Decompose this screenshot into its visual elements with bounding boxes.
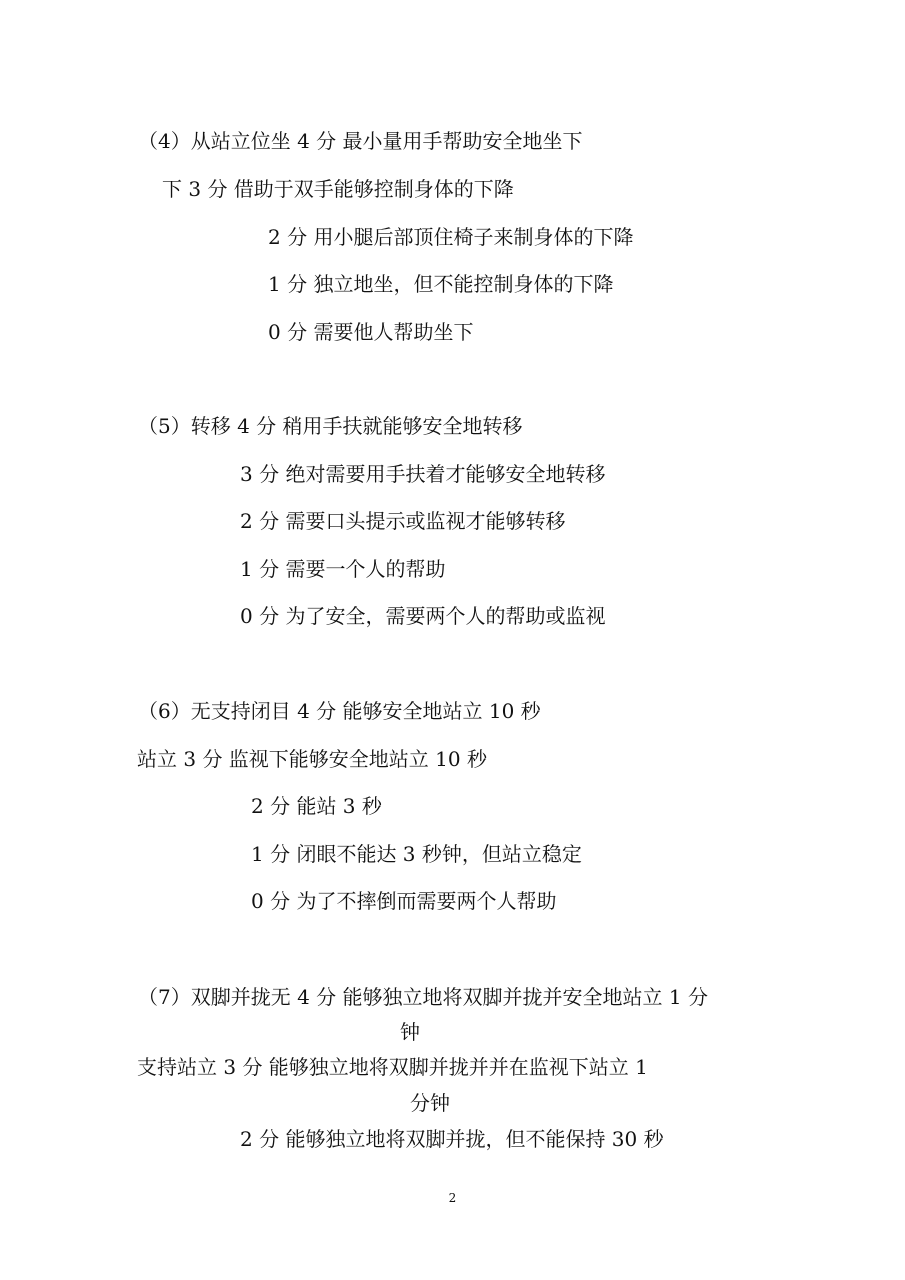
item-5-line-5: 0 分 为了安全，需要两个人的帮助或监视 <box>240 604 606 628</box>
item-5-line-4: 1 分 需要一个人的帮助 <box>240 557 446 581</box>
item-5-line-1: （5）转移 4 分 稍用手扶就能够安全地转移 <box>138 414 523 438</box>
item-5-line-2: 3 分 绝对需要用手扶着才能够安全地转移 <box>240 462 606 486</box>
item-5-line-3: 2 分 需要口头提示或监视才能够转移 <box>240 509 566 533</box>
item-6-line-1: （6）无支持闭目 4 分 能够安全地站立 10 秒 <box>138 699 541 723</box>
item-6-line-2: 站立 3 分 监视下能够安全地站立 10 秒 <box>137 747 487 771</box>
item-7-line-3: 2 分 能够独立地将双脚并拢，但不能保持 30 秒 <box>240 1127 664 1151</box>
item-4-line-5: 0 分 需要他人帮助坐下 <box>268 320 474 344</box>
item-6-line-5: 0 分 为了不摔倒而需要两个人帮助 <box>251 889 557 913</box>
item-7-line-2-cont: 分钟 <box>410 1091 450 1115</box>
item-7-line-1: （7）双脚并拢无 4 分 能够独立地将双脚并拢并安全地站立 1 分 <box>138 985 708 1009</box>
item-6-line-4: 1 分 闭眼不能达 3 秒钟，但站立稳定 <box>251 842 582 866</box>
item-4-line-2: 下 3 分 借助于双手能够控制身体的下降 <box>162 177 514 201</box>
item-4-line-3: 2 分 用小腿后部顶住椅子来制身体的下降 <box>268 225 634 249</box>
page-number: 2 <box>448 1191 457 1205</box>
item-7-line-1-cont: 钟 <box>400 1020 420 1044</box>
item-4-line-4: 1 分 独立地坐，但不能控制身体的下降 <box>268 272 614 296</box>
item-7-line-2: 支持站立 3 分 能够独立地将双脚并拢并并在监视下站立 1 <box>137 1055 648 1079</box>
item-6-line-3: 2 分 能站 3 秒 <box>251 794 382 818</box>
item-4-line-1: （4）从站立位坐 4 分 最小量用手帮助安全地坐下 <box>138 129 583 153</box>
